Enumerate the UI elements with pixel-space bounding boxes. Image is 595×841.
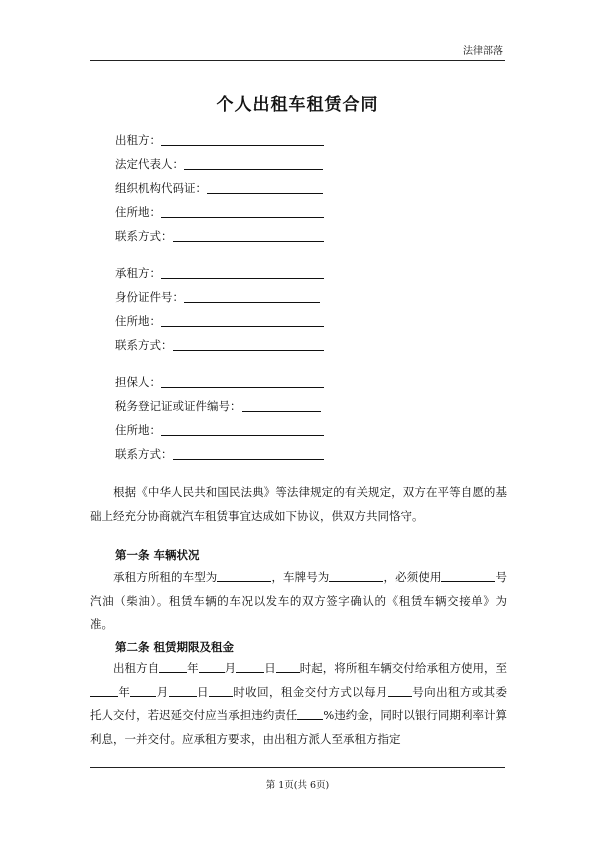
guarantor-contact-blank[interactable]	[173, 447, 324, 460]
lessee-address-label: 住所地：	[115, 314, 161, 328]
guarantor-tax-field	[115, 399, 321, 413]
article-2-text-11: %违约金，同时以银行同期利率计算利息，一并交付。应承租方要求，由出租方派人至承租方指定	[90, 708, 507, 746]
lessee-name-field	[115, 266, 324, 280]
guarantor-name-blank[interactable]	[161, 375, 324, 388]
intro-paragraph	[90, 481, 507, 528]
article-2-text-4: 日	[264, 661, 276, 675]
guarantor-name-label: 担保人：	[115, 375, 161, 389]
fuel-grade-blank[interactable]	[441, 569, 495, 582]
article-2-text-2: 年	[187, 661, 199, 675]
lessee-name-blank[interactable]	[161, 266, 324, 279]
article-2-text-5: 时起，将所租车辆交付给承租方使用，至	[299, 661, 508, 675]
article-2-text-9: 时收回，租金交付方式以每月	[232, 684, 388, 699]
start-hour-blank[interactable]	[276, 660, 300, 673]
article-2-text-10: 号向出租方或其委托人交付，若迟延交付应当承担违约责任	[90, 684, 508, 722]
article-1-text-3: ，必须使用	[383, 570, 442, 584]
guarantor-address-blank[interactable]	[161, 423, 324, 436]
end-hour-blank[interactable]	[209, 684, 233, 697]
lessor-address-label: 住所地：	[115, 205, 161, 219]
article-2-title: 第二条 租赁期限及租金	[115, 640, 235, 654]
article-2-text-7: 月	[156, 684, 169, 699]
end-month-blank[interactable]	[130, 684, 156, 697]
lessee-contact-field	[115, 338, 324, 352]
end-year-blank[interactable]	[90, 684, 118, 697]
article-1-body	[90, 566, 507, 637]
payment-day-blank[interactable]	[388, 684, 412, 697]
penalty-rate-blank[interactable]	[297, 707, 323, 720]
guarantor-name-field	[115, 375, 324, 389]
page-number: 第 1页(共 6页)	[265, 780, 330, 791]
lessee-name-label: 承租方：	[115, 266, 161, 280]
lessor-name-label: 出租方：	[115, 133, 161, 147]
lessor-rep-blank[interactable]	[184, 157, 323, 170]
lessor-contact-blank[interactable]	[173, 229, 324, 242]
lessor-contact-field	[115, 229, 324, 243]
header-brand: 法律部落	[463, 46, 503, 57]
article-2-body	[90, 657, 507, 751]
car-model-blank[interactable]	[217, 569, 271, 582]
lessor-org-code-label: 组织机构代码证：	[115, 181, 207, 195]
footer-divider	[90, 767, 505, 768]
lessee-contact-label: 联系方式：	[115, 338, 173, 352]
lessor-name-blank[interactable]	[161, 133, 324, 146]
article-1-text-4: 号汽油（柴油）。租赁车辆的车况以发车的双方签字确认的《租赁车辆交接单》为准。	[90, 570, 508, 631]
document-title: 个人出租车租赁合同	[216, 95, 379, 115]
start-year-blank[interactable]	[159, 660, 187, 673]
lessor-rep-label: 法定代表人：	[115, 157, 184, 171]
lessor-contact-label: 联系方式：	[115, 229, 173, 243]
lessee-id-blank[interactable]	[184, 290, 320, 303]
article-2-text-8: 日	[196, 684, 209, 699]
guarantor-address-field	[115, 423, 324, 437]
header-divider	[90, 60, 505, 61]
intro-text: 根据《中华人民共和国民法典》等法律规定的有关规定，双方在平等自愿的基础上经充分协商就汽车租赁事宜达成如下协议，供双方共同恪守。	[90, 485, 507, 523]
start-day-blank[interactable]	[236, 660, 264, 673]
lessor-rep-field	[115, 157, 323, 171]
article-2-text-6: 年	[118, 684, 131, 699]
end-day-blank[interactable]	[169, 684, 197, 697]
guarantor-contact-field	[115, 447, 324, 461]
guarantor-tax-blank[interactable]	[242, 399, 321, 412]
lessee-id-field	[115, 290, 320, 304]
lessor-org-code-field	[115, 181, 323, 195]
lessee-contact-blank[interactable]	[173, 338, 324, 351]
lessee-id-label: 身份证件号：	[115, 290, 184, 304]
guarantor-contact-label: 联系方式：	[115, 447, 173, 461]
start-month-blank[interactable]	[199, 660, 225, 673]
article-1-text-1: 承租方所租的车型为	[113, 570, 218, 584]
article-2-text-3: 月	[224, 661, 237, 675]
guarantor-tax-label: 税务登记证或证件编号：	[115, 399, 242, 413]
lessor-name-field	[115, 133, 324, 147]
article-1-title: 第一条 车辆状况	[115, 548, 200, 562]
plate-number-blank[interactable]	[329, 569, 383, 582]
lessee-address-field	[115, 314, 324, 328]
article-1-text-2: ，车牌号为	[271, 570, 330, 584]
lessor-address-blank[interactable]	[161, 205, 324, 218]
article-2-text-1: 出租方自	[113, 661, 160, 675]
lessor-address-field	[115, 205, 324, 219]
guarantor-address-label: 住所地：	[115, 423, 161, 437]
lessee-address-blank[interactable]	[161, 314, 324, 327]
lessor-org-code-blank[interactable]	[207, 181, 323, 194]
